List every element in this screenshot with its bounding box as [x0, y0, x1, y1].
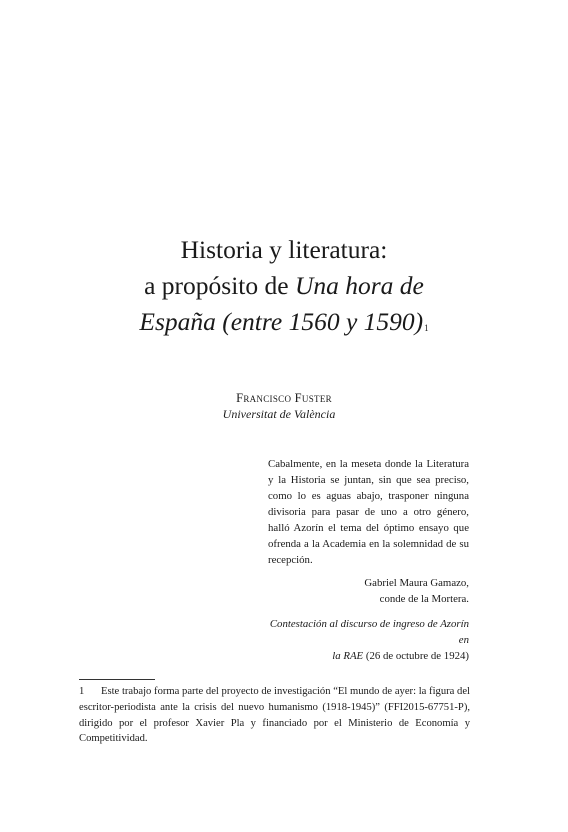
epigraph-source: [268, 616, 469, 664]
author-name: Francisco Fuster: [236, 391, 332, 405]
epigraph-source-title-1: Contestación al discurso de ingreso de Azorín en: [269, 618, 469, 646]
epigraph-author-name: Gabriel Maura Gamazo,: [364, 577, 469, 589]
title-line-2-italic: Una hora de: [294, 271, 424, 300]
article-title: [60, 232, 508, 340]
author-affiliation: Universitat de València: [222, 407, 336, 421]
epigraph-quote: Cabalmente, en la meseta donde la Literatura y la Historia se juntan, sin que sea preciso, como lo es aguas abajo, trasponer ninguna divisoria para pasar de uno a otro género, halló Azorín el tema del óptimo ensayo que ofrenda a la Academia en la solemnidad de su recepción.: [268, 458, 469, 566]
footnote-text: Este trabajo forma parte del proyecto de investigación “El mundo de ayer: la figura del escritor-periodista ante la crisis del nuevo humanismo (1918-1945)” (FFI2015-67751-P), dirigido por el profesor Xavier Pla y financiado por el Ministerio de Economía y Competitividad.: [79, 686, 470, 745]
epigraph-source-date: (26 de octubre de 1924): [363, 650, 469, 662]
footnote-number: 1: [79, 686, 85, 697]
title-line-1: Historia y literatura:: [180, 235, 388, 264]
epigraph-source-title-2: la RAE: [332, 650, 364, 662]
epigraph-attribution: [268, 575, 469, 607]
footnote: [79, 684, 470, 747]
title-line-2-plain: a propósito de: [144, 271, 295, 300]
title-line-3-italic: España (entre 1560 y 1590): [139, 307, 424, 336]
epigraph-author-title: conde de la Mortera.: [379, 593, 469, 605]
footnote-separator: [79, 679, 155, 680]
title-footnote-mark[interactable]: 1: [424, 323, 429, 333]
